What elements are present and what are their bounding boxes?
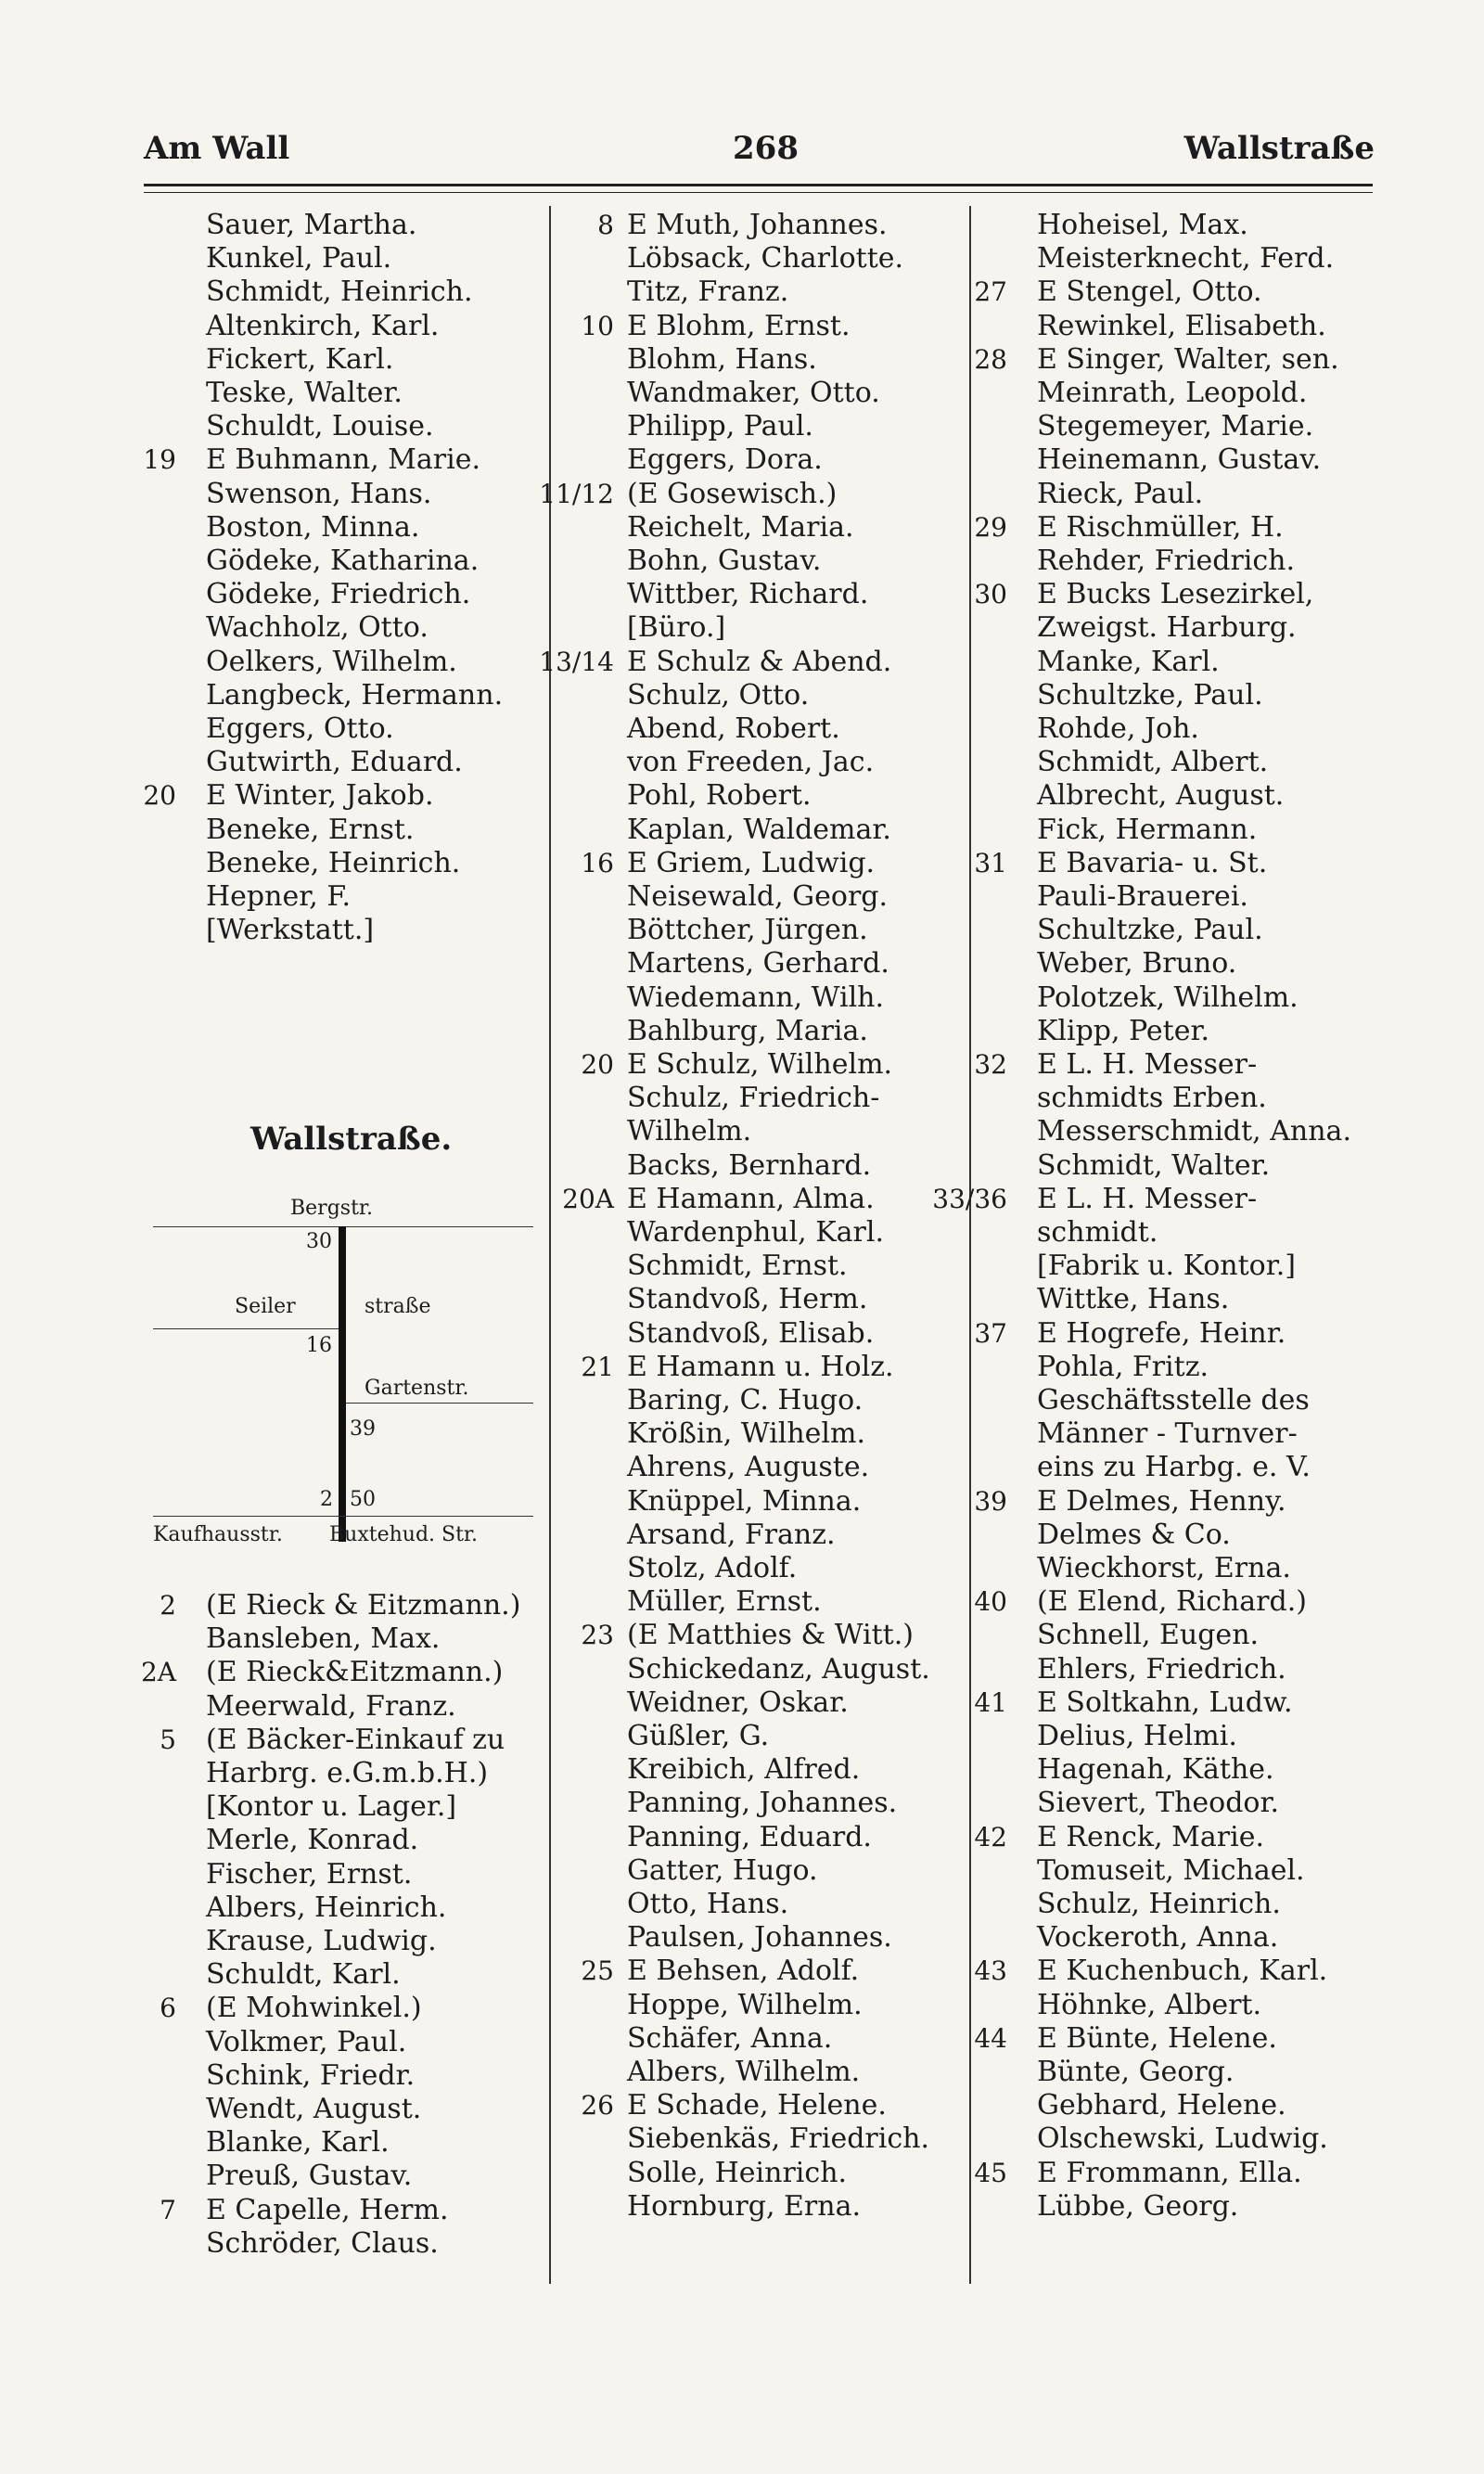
house-number: 29 [974,511,1007,543]
resident-name: Standvoß, Elisab. [627,1316,875,1350]
resident-name: Männer - Turnver- [1037,1417,1298,1451]
resident-name: Sauer, Martha. [206,209,417,241]
map-road-low [346,1403,533,1404]
resident-name: Titz, Franz. [627,276,789,309]
house-number: 28 [974,343,1007,375]
house-number: 6 [160,1993,176,2024]
resident-name: E Renck, Marie. [1037,1820,1264,1853]
resident-name: Swenson, Hans. [206,477,432,510]
resident-name: Sievert, Theodor. [1037,1787,1280,1820]
resident-name: Schickedanz, August. [627,1652,930,1686]
resident-name: Volkmer, Paul. [206,2025,407,2058]
resident-name: (E Matthies & Witt.) [627,1619,914,1652]
resident-name: E Frommann, Ella. [1037,2156,1302,2189]
resident-name: Arsand, Franz. [627,1518,836,1551]
house-number: 43 [974,1955,1007,1987]
resident-name: Schultzke, Paul. [1037,914,1263,947]
house-number: 45 [974,2157,1007,2188]
map-number-low: 39 [350,1417,376,1441]
house-number: 33/36 [932,1183,1007,1214]
house-number: 39 [974,1485,1007,1517]
resident-name: Albers, Wilhelm. [627,2056,861,2088]
resident-name: Klipp, Peter. [1037,1014,1210,1047]
house-number: 27 [974,276,1007,308]
house-number: 11/12 [539,478,614,509]
resident-name: (E Rieck & Eitzmann.) [206,1589,521,1622]
house-number: 42 [974,1821,1007,1852]
house-number: 10 [581,310,614,341]
resident-name: Bansleben, Max. [206,1622,441,1656]
map-main-street [339,1226,346,1542]
map-label-bottom-left: Kaufhausstr. [153,1523,283,1546]
resident-name: Schnell, Eugen. [1037,1619,1260,1652]
resident-name: Heinemann, Gustav. [1037,443,1322,477]
resident-name: Harbrg. e.G.m.b.H.) [206,1757,489,1789]
resident-name: Gödeke, Friedrich. [206,578,471,611]
resident-name: Löbsack, Charlotte. [627,242,904,276]
resident-name: Fick, Hermann. [1037,813,1258,846]
house-number: 16 [581,847,614,878]
resident-name: Rieck, Paul. [1037,477,1204,510]
resident-name: Pauli-Brauerei. [1037,880,1248,913]
map-label-left-mid: Seiler [235,1295,296,1318]
house-number: 37 [974,1317,1007,1349]
section-title: Wallstraße. [250,1121,453,1158]
resident-name: Schäfer, Anna. [627,2021,833,2055]
resident-name: Beneke, Heinrich. [206,846,461,879]
resident-name: Schulz, Heinrich. [1037,1888,1281,1920]
resident-name: Hagenah, Käthe. [1037,1753,1274,1787]
resident-name: Eggers, Otto. [206,712,394,745]
resident-name: Blanke, Karl. [206,2126,390,2160]
resident-name: Martens, Gerhard. [627,947,889,981]
resident-name: E Muth, Johannes. [627,209,888,241]
resident-name: E Schade, Helene. [627,2089,887,2122]
resident-name: E Schulz, Wilhelm. [627,1048,893,1081]
resident-name: Schröder, Claus. [206,2226,439,2260]
house-number: 41 [974,1686,1007,1718]
resident-name: Hepner, F. [206,880,351,913]
resident-name: eins zu Harbg. e. V. [1037,1451,1311,1484]
resident-name: Teske, Walter. [206,377,403,409]
resident-name: (E Gosewisch.) [627,477,838,510]
resident-name: E Behsen, Adolf. [627,1955,860,1988]
resident-name: Rehder, Friedrich. [1037,545,1296,577]
resident-name: Weber, Bruno. [1037,947,1237,981]
resident-name: Schultzke, Paul. [1037,678,1263,711]
house-number: 5 [160,1724,176,1755]
resident-name: Beneke, Ernst. [206,813,415,846]
resident-name: Schuldt, Louise. [206,410,434,443]
resident-name: Schink, Friedr. [206,2058,416,2092]
house-number: 2A [140,1657,176,1688]
resident-name: E Bucks Lesezirkel, [1037,578,1314,611]
resident-name: E Bünte, Helene. [1037,2021,1277,2055]
resident-name: Messerschmidt, Anna. [1037,1115,1351,1148]
resident-name: Rewinkel, Elisabeth. [1037,309,1326,342]
resident-name: Siebenkäs, Friedrich. [627,2122,930,2156]
resident-name: Oelkers, Wilhelm. [206,645,457,678]
resident-name: Manke, Karl. [1037,645,1220,678]
resident-name: Fischer, Ernst. [206,1857,413,1891]
column-divider-1 [549,206,551,2284]
resident-name: E Griem, Ludwig. [627,846,876,879]
resident-name: Müller, Ernst. [627,1585,822,1619]
resident-name: Polotzek, Wilhelm. [1037,981,1298,1014]
resident-name: Rohde, Joh. [1037,712,1199,745]
resident-name: Gatter, Hugo. [627,1853,818,1887]
resident-name: (E Mohwinkel.) [206,1992,422,2025]
resident-name: Lübbe, Georg. [1037,2189,1239,2223]
resident-name: Zweigst. Harburg. [1037,611,1297,645]
resident-name: Kunkel, Paul. [206,242,392,276]
resident-name: Wendt, August. [206,2093,422,2125]
page-number: 268 [733,130,799,167]
resident-name: Baring, C. Hugo. [627,1384,864,1416]
resident-name: Schulz, Friedrich- [627,1082,880,1115]
resident-name: Abend, Robert. [627,712,840,745]
map-road-bottom [153,1516,533,1517]
resident-name: Merle, Konrad. [206,1824,419,1857]
map-number-top: 30 [306,1230,332,1253]
resident-name: Langbeck, Hermann. [206,678,504,711]
house-number: 2 [160,1590,176,1621]
map-label-bottom-right: Buxtehud. Str. [329,1523,479,1546]
resident-name: Ehlers, Friedrich. [1037,1652,1286,1686]
resident-name: Panning, Johannes. [627,1787,898,1820]
resident-name: (E Elend, Richard.) [1037,1585,1307,1619]
resident-name: Stegemeyer, Marie. [1037,410,1314,443]
resident-name: Weidner, Oskar. [627,1686,849,1719]
resident-name: (E Bäcker-Einkauf zu [206,1723,505,1756]
resident-name: E Singer, Walter, sen. [1037,342,1339,376]
resident-name: Otto, Hans. [627,1888,789,1920]
resident-name: Schmidt, Heinrich. [206,276,473,309]
header-rule-thin [144,192,1373,193]
resident-name: Boston, Minna. [206,510,420,544]
resident-name: Hornburg, Erna. [627,2189,862,2223]
resident-name: Schulz, Otto. [627,678,810,711]
resident-name: Albers, Heinrich. [206,1891,447,1924]
house-number: 31 [974,847,1007,878]
resident-name: Standvoß, Herm. [627,1283,868,1316]
column-divider-2 [969,206,971,2284]
resident-name: Krößin, Wilhelm. [627,1417,865,1451]
resident-name: (E Rieck&Eitzmann.) [206,1656,504,1689]
resident-name: Schmidt, Albert. [1037,746,1269,779]
resident-name: Meinrath, Leopold. [1037,377,1308,409]
resident-name: E Soltkahn, Ludw. [1037,1686,1293,1719]
resident-name: Pohla, Fritz. [1037,1350,1209,1383]
resident-name: Philipp, Paul. [627,410,813,443]
header-rule-thick [144,184,1373,186]
map-label-right-mid: straße [365,1295,431,1318]
resident-name: E Bavaria- u. St. [1037,846,1268,879]
running-head-left: Am Wall [144,130,290,167]
running-head-right: Wallstraße [1183,130,1375,167]
resident-name: Gödeke, Katharina. [206,545,480,577]
resident-name: Delius, Helmi. [1037,1720,1237,1752]
resident-name: Wittber, Richard. [627,578,869,611]
resident-name: Schmidt, Walter. [1037,1148,1271,1182]
resident-name: E Hogrefe, Heinr. [1037,1316,1286,1350]
resident-name: Hoheisel, Max. [1037,209,1248,241]
map-number-bottom-left: 2 [320,1488,333,1511]
resident-name: Kaplan, Waldemar. [627,813,891,846]
resident-name: Eggers, Dora. [627,443,823,477]
house-number: 30 [974,579,1007,610]
resident-name: Neisewald, Georg. [627,880,889,913]
resident-name: Meerwald, Franz. [206,1689,456,1723]
resident-name: Stolz, Adolf. [627,1552,798,1584]
house-number: 21 [581,1351,614,1382]
map-road-mid [153,1328,339,1329]
resident-name: Reichelt, Maria. [627,510,854,544]
resident-name: E Hamann u. Holz. [627,1350,894,1383]
resident-name: [Fabrik u. Kontor.] [1037,1250,1297,1283]
resident-name: schmidt. [1037,1216,1158,1249]
map-number-bottom-right: 50 [350,1488,376,1511]
house-number: 19 [143,444,176,476]
resident-name: von Freeden, Jac. [627,746,875,779]
resident-name: Gutwirth, Eduard. [206,746,463,779]
resident-name: E Buhmann, Marie. [206,443,481,477]
resident-name: E Rischmüller, H. [1037,510,1284,544]
resident-name: E Delmes, Henny. [1037,1484,1286,1518]
resident-name: Altenkirch, Karl. [206,309,440,342]
resident-name: Preuß, Gustav. [206,2160,413,2193]
resident-name: Wandmaker, Otto. [627,377,880,409]
resident-name: [Kontor u. Lager.] [206,1790,457,1824]
resident-name: Meisterknecht, Ferd. [1037,242,1335,276]
resident-name: Krause, Ludwig. [206,1925,437,1957]
house-number: 20 [581,1049,614,1080]
resident-name: Bohn, Gustav. [627,545,822,577]
resident-name: Tomuseit, Michael. [1037,1853,1305,1887]
house-number: 44 [974,2022,1007,2054]
resident-name: Höhnke, Albert. [1037,1988,1262,2021]
house-number: 20A [562,1183,614,1214]
resident-name: Blohm, Hans. [627,342,817,376]
resident-name: Güßler, G. [627,1720,770,1752]
house-number: 25 [581,1955,614,1987]
resident-name: Delmes & Co. [1037,1518,1231,1551]
resident-name: schmidts Erben. [1037,1082,1267,1115]
resident-name: E Blohm, Ernst. [627,309,851,342]
house-number: 26 [581,2090,614,2121]
resident-name: E Capelle, Herm. [206,2193,449,2226]
resident-name: Geschäftsstelle des [1037,1384,1310,1416]
resident-name: Olschewski, Ludwig. [1037,2122,1328,2156]
resident-name: Wardenphul, Karl. [627,1216,885,1249]
map-number-mid: 16 [306,1334,332,1357]
resident-name: E Stengel, Otto. [1037,276,1262,309]
resident-name: E Winter, Jakob. [206,779,434,813]
resident-name: Bahlburg, Maria. [627,1014,868,1047]
street-map [153,1197,543,1558]
resident-name: Vockeroth, Anna. [1037,1921,1279,1955]
resident-name: Albrecht, August. [1037,779,1285,813]
resident-name: Paulsen, Johannes. [627,1921,892,1955]
resident-name: Panning, Eduard. [627,1820,872,1853]
resident-name: Wieckhorst, Erna. [1037,1552,1291,1584]
house-number: 13/14 [539,646,614,677]
resident-name: [Werkstatt.] [206,914,375,947]
resident-name: Gebhard, Helene. [1037,2089,1286,2122]
resident-name: E Kuchenbuch, Karl. [1037,1955,1328,1988]
resident-name: Kreibich, Alfred. [627,1753,861,1787]
resident-name: E L. H. Messer- [1037,1182,1258,1215]
resident-name: Wiedemann, Wilh. [627,981,885,1014]
resident-name: Wilhelm. [627,1115,752,1148]
resident-name: Böttcher, Jürgen. [627,914,868,947]
house-number: 8 [597,210,614,240]
house-number: 7 [160,2194,176,2225]
resident-name: E Schulz & Abend. [627,645,892,678]
house-number: 32 [974,1049,1007,1080]
resident-name: Ahrens, Auguste. [627,1451,870,1484]
resident-name: Knüppel, Minna. [627,1484,862,1518]
resident-name: Hoppe, Wilhelm. [627,1988,863,2021]
house-number: 23 [581,1620,614,1651]
resident-name: Pohl, Robert. [627,779,812,813]
resident-name: Solle, Heinrich. [627,2156,848,2189]
resident-name: Backs, Bernhard. [627,1148,872,1182]
resident-name: E Hamann, Alma. [627,1182,875,1215]
resident-name: Wachholz, Otto. [206,611,429,645]
resident-name: [Büro.] [627,611,726,645]
resident-name: Schuldt, Karl. [206,1958,401,1992]
resident-name: Wittke, Hans. [1037,1283,1230,1316]
house-number: 40 [974,1586,1007,1618]
map-label-top: Bergstr. [290,1197,374,1220]
map-label-right-low: Gartenstr. [365,1377,469,1400]
resident-name: E L. H. Messer- [1037,1048,1258,1081]
resident-name: Bünte, Georg. [1037,2056,1235,2088]
resident-name: Fickert, Karl. [206,342,394,376]
resident-name: Schmidt, Ernst. [627,1250,848,1283]
house-number: 20 [143,780,176,812]
